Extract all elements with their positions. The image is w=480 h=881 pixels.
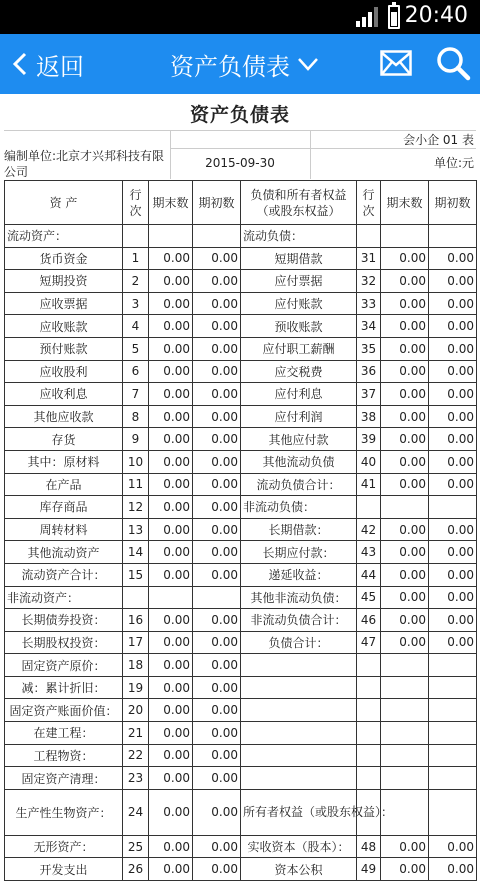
table-row (5, 722, 477, 745)
liability-label: 应付利润 (241, 405, 357, 428)
liability-line-no (357, 722, 381, 745)
liability-end-value: 0.00 (381, 835, 429, 858)
liability-end-value: 0.00 (381, 270, 429, 293)
asset-begin-value: 0.00 (193, 292, 241, 315)
signal-icon (356, 7, 380, 27)
asset-begin-value: 0.00 (193, 835, 241, 858)
asset-label: 固定资产清理： (5, 767, 123, 790)
liability-line-no: 39 (357, 428, 381, 451)
asset-end-value: 0.00 (149, 383, 193, 406)
table-row (5, 428, 477, 451)
asset-label: 流动资产： (5, 225, 123, 248)
liability-end-value (381, 225, 429, 248)
liability-line-no (357, 744, 381, 767)
asset-end-value: 0.00 (149, 631, 193, 654)
liability-end-value: 0.00 (381, 292, 429, 315)
table-row (5, 270, 477, 293)
asset-begin-value: 0.00 (193, 247, 241, 270)
liability-line-no: 42 (357, 518, 381, 541)
asset-end-value: 0.00 (149, 315, 193, 338)
asset-end-value: 0.00 (149, 473, 193, 496)
col-header-liabilities: 负债和所有者权益（或股东权益） (241, 181, 357, 225)
asset-begin-value: 0.00 (193, 383, 241, 406)
asset-end-value: 0.00 (149, 789, 193, 835)
liability-begin-value: 0.00 (429, 541, 477, 564)
liability-line-no: 40 (357, 450, 381, 473)
table-row (5, 631, 477, 654)
liability-begin-value: 0.00 (429, 247, 477, 270)
asset-label: 其他应收款 (5, 405, 123, 428)
asset-line-no: 13 (123, 518, 149, 541)
back-label: 返回 (36, 52, 84, 81)
asset-line-no: 5 (123, 337, 149, 360)
liability-line-no: 34 (357, 315, 381, 338)
asset-line-no: 24 (123, 789, 149, 835)
asset-label: 周转材料 (5, 518, 123, 541)
liability-line-no: 31 (357, 247, 381, 270)
asset-line-no: 11 (123, 473, 149, 496)
liability-label: 流动负债： (241, 225, 357, 248)
asset-begin-value: 0.00 (193, 789, 241, 835)
report-title: 资产负债表 (189, 104, 290, 126)
col-header-end-balance: 期末数 (149, 181, 193, 225)
back-button[interactable] (12, 48, 84, 80)
chevron-down-icon (298, 57, 318, 71)
asset-begin-value: 0.00 (193, 360, 241, 383)
asset-begin-value: 0.00 (193, 676, 241, 699)
table-row (5, 858, 477, 881)
liability-line-no: 49 (357, 858, 381, 881)
liability-begin-value: 0.00 (429, 383, 477, 406)
liability-begin-value: 0.00 (429, 586, 477, 609)
liability-line-no: 46 (357, 609, 381, 632)
company-name: 编制单位:北京才兴邦科技有限公司 (4, 149, 165, 179)
asset-label: 生产性生物资产： (5, 789, 123, 835)
col-header-line-no: 行次 (357, 181, 381, 225)
asset-begin-value: 0.00 (193, 315, 241, 338)
table-row (5, 676, 477, 699)
search-icon[interactable] (436, 46, 470, 80)
asset-label: 长期股权投资： (5, 631, 123, 654)
asset-end-value (149, 586, 193, 609)
liability-label: 长期应付款： (241, 541, 357, 564)
asset-end-value: 0.00 (149, 722, 193, 745)
liability-begin-value: 0.00 (429, 858, 477, 881)
liability-end-value: 0.00 (381, 631, 429, 654)
table-row (5, 699, 477, 722)
asset-label: 其中：原材料 (5, 450, 123, 473)
asset-label: 其他流动资产 (5, 541, 123, 564)
asset-label: 流动资产合计： (5, 563, 123, 586)
liability-begin-value: 0.00 (429, 835, 477, 858)
asset-line-no: 16 (123, 609, 149, 632)
liability-begin-value (429, 496, 477, 519)
asset-begin-value: 0.00 (193, 744, 241, 767)
asset-end-value: 0.00 (149, 699, 193, 722)
liability-label: 其他应付款 (241, 428, 357, 451)
liability-line-no (357, 699, 381, 722)
asset-end-value: 0.00 (149, 767, 193, 790)
liability-begin-value: 0.00 (429, 405, 477, 428)
asset-end-value: 0.00 (149, 405, 193, 428)
col-header-line-no: 行次 (123, 181, 149, 225)
asset-label: 存货 (5, 428, 123, 451)
asset-begin-value (193, 225, 241, 248)
liability-end-value: 0.00 (381, 858, 429, 881)
report-type-dropdown[interactable] (170, 48, 318, 80)
liability-end-value: 0.00 (381, 518, 429, 541)
liability-label: 资本公积 (241, 858, 357, 881)
asset-begin-value (193, 586, 241, 609)
asset-line-no: 2 (123, 270, 149, 293)
liability-end-value: 0.00 (381, 315, 429, 338)
liability-label: 流动负债合计： (241, 473, 357, 496)
asset-line-no: 21 (123, 722, 149, 745)
asset-line-no: 25 (123, 835, 149, 858)
liability-line-no (357, 676, 381, 699)
liability-line-no: 48 (357, 835, 381, 858)
asset-begin-value: 0.00 (193, 450, 241, 473)
liability-end-value (381, 767, 429, 790)
asset-line-no: 20 (123, 699, 149, 722)
asset-begin-value: 0.00 (193, 405, 241, 428)
liability-line-no (357, 767, 381, 790)
asset-end-value: 0.00 (149, 518, 193, 541)
asset-line-no: 26 (123, 858, 149, 881)
liability-line-no: 47 (357, 631, 381, 654)
liability-label (241, 676, 357, 699)
liability-line-no (357, 225, 381, 248)
liability-end-value: 0.00 (381, 609, 429, 632)
asset-end-value: 0.00 (149, 654, 193, 677)
asset-end-value (149, 225, 193, 248)
asset-line-no: 9 (123, 428, 149, 451)
liability-label: 所有者权益（或股东权益）： (241, 789, 357, 835)
asset-label: 应收利息 (5, 383, 123, 406)
liability-end-value (381, 744, 429, 767)
asset-end-value: 0.00 (149, 609, 193, 632)
asset-begin-value: 0.00 (193, 428, 241, 451)
app-bar-title: 资产负债表 (170, 52, 290, 81)
liability-label: 预收账款 (241, 315, 357, 338)
table-row (5, 225, 477, 248)
liability-label (241, 722, 357, 745)
asset-label: 固定资产原价： (5, 654, 123, 677)
liability-line-no: 45 (357, 586, 381, 609)
liability-line-no: 43 (357, 541, 381, 564)
table-row (5, 405, 477, 428)
asset-end-value: 0.00 (149, 270, 193, 293)
table-row (5, 383, 477, 406)
asset-label: 应收股利 (5, 360, 123, 383)
asset-line-no: 17 (123, 631, 149, 654)
asset-begin-value: 0.00 (193, 609, 241, 632)
liability-end-value (381, 676, 429, 699)
asset-line-no: 12 (123, 496, 149, 519)
table-row (5, 609, 477, 632)
battery-icon (388, 5, 400, 29)
asset-line-no: 15 (123, 563, 149, 586)
liability-end-value: 0.00 (381, 541, 429, 564)
liability-begin-value (429, 654, 477, 677)
asset-line-no: 23 (123, 767, 149, 790)
liability-label (241, 654, 357, 677)
asset-label: 非流动资产： (5, 586, 123, 609)
asset-end-value: 0.00 (149, 676, 193, 699)
asset-begin-value: 0.00 (193, 270, 241, 293)
liability-label: 其他非流动负债： (241, 586, 357, 609)
col-header-begin-balance: 期初数 (193, 181, 241, 225)
table-row (5, 496, 477, 519)
asset-label: 应收票据 (5, 292, 123, 315)
asset-begin-value: 0.00 (193, 631, 241, 654)
liability-label (241, 767, 357, 790)
liability-begin-value (429, 789, 477, 835)
asset-end-value: 0.00 (149, 858, 193, 881)
table-row (5, 654, 477, 677)
table-row (5, 767, 477, 790)
asset-begin-value: 0.00 (193, 496, 241, 519)
asset-label: 应收账款 (5, 315, 123, 338)
asset-label: 在建工程： (5, 722, 123, 745)
currency-unit: 单位:元 (433, 156, 474, 170)
asset-label: 货币资金 (5, 247, 123, 270)
liability-label: 应付票据 (241, 270, 357, 293)
liability-begin-value: 0.00 (429, 563, 477, 586)
liability-begin-value (429, 225, 477, 248)
liability-begin-value (429, 722, 477, 745)
asset-label: 减：累计折旧： (5, 676, 123, 699)
asset-line-no: 4 (123, 315, 149, 338)
liability-end-value (381, 496, 429, 519)
table-row (5, 360, 477, 383)
asset-line-no: 6 (123, 360, 149, 383)
liability-line-no (357, 496, 381, 519)
liability-label (241, 699, 357, 722)
liability-end-value: 0.00 (381, 473, 429, 496)
asset-line-no: 7 (123, 383, 149, 406)
liability-end-value: 0.00 (381, 586, 429, 609)
asset-end-value: 0.00 (149, 563, 193, 586)
status-bar (0, 0, 480, 34)
liability-begin-value: 0.00 (429, 270, 477, 293)
asset-line-no: 3 (123, 292, 149, 315)
liability-label: 负债合计： (241, 631, 357, 654)
liability-begin-value: 0.00 (429, 450, 477, 473)
liability-begin-value: 0.00 (429, 631, 477, 654)
asset-end-value: 0.00 (149, 744, 193, 767)
liability-line-no: 36 (357, 360, 381, 383)
liability-end-value: 0.00 (381, 383, 429, 406)
col-header-begin-balance: 期初数 (429, 181, 477, 225)
report-meta (4, 130, 476, 178)
asset-end-value: 0.00 (149, 835, 193, 858)
liability-line-no: 35 (357, 337, 381, 360)
asset-line-no: 14 (123, 541, 149, 564)
liability-line-no: 37 (357, 383, 381, 406)
asset-end-value: 0.00 (149, 292, 193, 315)
asset-line-no (123, 586, 149, 609)
asset-label: 长期债券投资： (5, 609, 123, 632)
liability-end-value (381, 654, 429, 677)
asset-begin-value: 0.00 (193, 473, 241, 496)
table-row (5, 563, 477, 586)
asset-end-value: 0.00 (149, 360, 193, 383)
liability-end-value: 0.00 (381, 450, 429, 473)
table-row (5, 337, 477, 360)
asset-end-value: 0.00 (149, 337, 193, 360)
liability-label: 应付职工薪酬 (241, 337, 357, 360)
col-header-asset: 资 产 (5, 181, 123, 225)
table-row (5, 541, 477, 564)
table-row (5, 292, 477, 315)
liability-end-value: 0.00 (381, 405, 429, 428)
asset-begin-value: 0.00 (193, 722, 241, 745)
asset-line-no: 18 (123, 654, 149, 677)
liability-end-value: 0.00 (381, 428, 429, 451)
asset-label: 短期投资 (5, 270, 123, 293)
asset-end-value: 0.00 (149, 428, 193, 451)
liability-begin-value: 0.00 (429, 428, 477, 451)
liability-label: 应付账款 (241, 292, 357, 315)
table-row (5, 789, 477, 835)
liability-label: 实收资本（股本）： (241, 835, 357, 858)
liability-end-value (381, 699, 429, 722)
table-row (5, 744, 477, 767)
liability-line-no: 32 (357, 270, 381, 293)
liability-label: 递延收益： (241, 563, 357, 586)
col-header-end-balance: 期末数 (381, 181, 429, 225)
liability-label: 短期借款 (241, 247, 357, 270)
liability-end-value (381, 722, 429, 745)
liability-label: 其他流动负债 (241, 450, 357, 473)
asset-label: 无形资产： (5, 835, 123, 858)
asset-line-no: 10 (123, 450, 149, 473)
asset-line-no: 8 (123, 405, 149, 428)
asset-label: 工程物资： (5, 744, 123, 767)
asset-end-value: 0.00 (149, 247, 193, 270)
form-code: 会小企 01 表 (403, 133, 474, 147)
app-bar (0, 34, 480, 94)
liability-begin-value (429, 767, 477, 790)
liability-end-value: 0.00 (381, 247, 429, 270)
asset-label: 开发支出 (5, 858, 123, 881)
liability-begin-value: 0.00 (429, 473, 477, 496)
asset-label: 在产品 (5, 473, 123, 496)
status-time: 20:40 (404, 3, 468, 28)
table-row (5, 247, 477, 270)
table-row (5, 586, 477, 609)
liability-label (241, 744, 357, 767)
asset-line-no (123, 225, 149, 248)
report-date: 2015-09-30 (205, 156, 275, 170)
liability-label: 非流动负债： (241, 496, 357, 519)
liability-begin-value: 0.00 (429, 518, 477, 541)
asset-begin-value: 0.00 (193, 858, 241, 881)
liability-label: 应付利息 (241, 383, 357, 406)
liability-line-no: 33 (357, 292, 381, 315)
asset-begin-value: 0.00 (193, 563, 241, 586)
table-row (5, 450, 477, 473)
asset-begin-value: 0.00 (193, 654, 241, 677)
liability-label: 长期借款： (241, 518, 357, 541)
asset-begin-value: 0.00 (193, 699, 241, 722)
liability-end-value: 0.00 (381, 360, 429, 383)
liability-begin-value (429, 676, 477, 699)
balance-sheet-table (4, 180, 477, 881)
asset-begin-value: 0.00 (193, 541, 241, 564)
liability-begin-value (429, 699, 477, 722)
asset-begin-value: 0.00 (193, 337, 241, 360)
liability-line-no (357, 654, 381, 677)
liability-begin-value (429, 744, 477, 767)
liability-begin-value: 0.00 (429, 360, 477, 383)
liability-line-no: 41 (357, 473, 381, 496)
chevron-left-icon (12, 52, 28, 76)
table-row (5, 835, 477, 858)
liability-begin-value: 0.00 (429, 609, 477, 632)
table-row (5, 518, 477, 541)
asset-end-value: 0.00 (149, 450, 193, 473)
liability-label: 非流动负债合计： (241, 609, 357, 632)
table-row (5, 473, 477, 496)
liability-begin-value: 0.00 (429, 292, 477, 315)
asset-line-no: 19 (123, 676, 149, 699)
liability-line-no: 38 (357, 405, 381, 428)
liability-end-value: 0.00 (381, 337, 429, 360)
asset-line-no: 22 (123, 744, 149, 767)
asset-end-value: 0.00 (149, 496, 193, 519)
asset-label: 预付账款 (5, 337, 123, 360)
asset-end-value: 0.00 (149, 541, 193, 564)
asset-begin-value: 0.00 (193, 518, 241, 541)
mail-icon[interactable] (380, 50, 412, 76)
liability-label: 应交税费 (241, 360, 357, 383)
asset-line-no: 1 (123, 247, 149, 270)
liability-begin-value: 0.00 (429, 315, 477, 338)
table-row (5, 315, 477, 338)
asset-begin-value: 0.00 (193, 767, 241, 790)
asset-label: 库存商品 (5, 496, 123, 519)
liability-line-no: 44 (357, 563, 381, 586)
liability-end-value: 0.00 (381, 563, 429, 586)
table-header-row (5, 181, 477, 225)
liability-begin-value: 0.00 (429, 337, 477, 360)
asset-label: 固定资产账面价值： (5, 699, 123, 722)
